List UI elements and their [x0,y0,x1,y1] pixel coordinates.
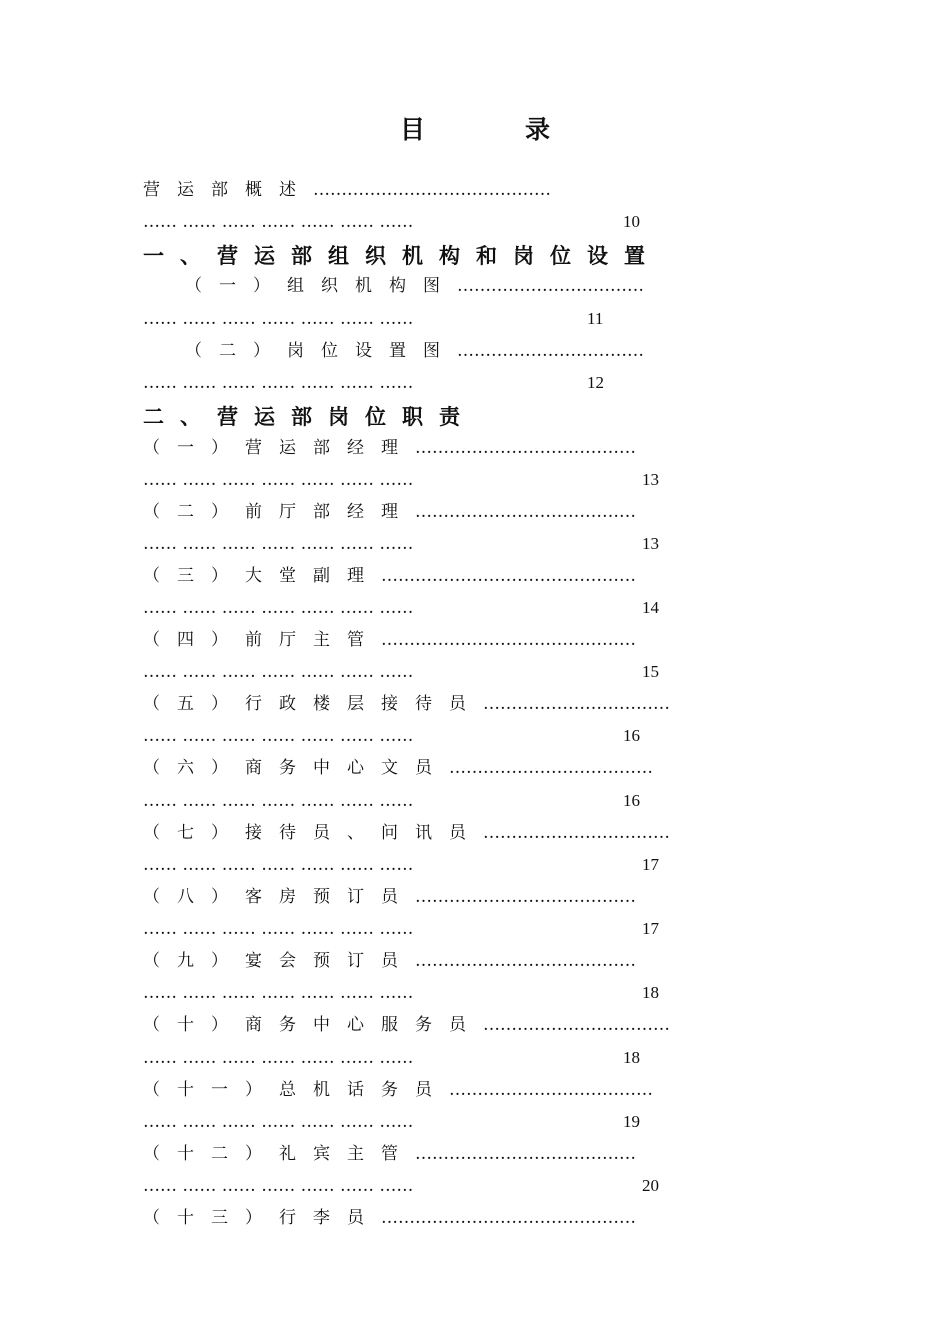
dot-leader: …… …… …… …… …… …… …… [143,726,414,746]
dot-leader: ……………………………… [449,1080,653,1100]
toc-entry-item[interactable] [143,433,803,463]
dot-leader: ………………………………… [415,1144,636,1164]
toc-entry-item[interactable] [143,882,803,912]
toc-entry-continuation [143,593,413,623]
toc-page-number: 16 [623,791,640,810]
dot-leader: …… …… …… …… …… …… …… [143,534,414,554]
dot-leader: …………………………………… [313,180,551,200]
toc-entry-label: （六）商务中心文员 [143,758,449,778]
title-char-1: 目 [399,115,425,144]
dot-leader: …… …… …… …… …… …… …… [143,919,414,939]
dot-leader: …… …… …… …… …… …… …… [143,855,414,875]
dot-leader: ……………………………………… [381,1208,636,1228]
toc-entry-item[interactable] [143,561,803,591]
toc-entry-continuation [143,786,413,816]
dot-leader: …… …… …… …… …… …… …… [143,791,414,811]
dot-leader: …… …… …… …… …… …… …… [143,1048,414,1068]
toc-entry-label: （八）客房预订员 [143,887,415,907]
toc-entry-item[interactable] [143,689,803,719]
toc-page-number: 18 [642,983,659,1002]
toc-entry-overview[interactable] [143,175,803,205]
toc-entry-continuation [143,978,413,1008]
toc-entry-label: （十一）总机话务员 [143,1080,449,1100]
toc-entry-item[interactable] [143,753,803,783]
toc-section-heading-2[interactable]: 二、营运部岗位职责 [143,404,476,429]
toc-page-number: 18 [623,1048,640,1067]
toc-entry-label: （四）前厅主管 [143,630,381,650]
dot-leader: ……………………………… [449,758,653,778]
toc-entry-label: （一）组织机构图 [185,276,457,296]
toc-entry-item[interactable] [143,818,803,848]
toc-entry-continuation [143,914,413,944]
toc-page-number: 11 [587,309,604,328]
toc-entry-label: （十二）礼宾主管 [143,1144,415,1164]
dot-leader: ………………………………… [415,951,636,971]
toc-entry-continuation [143,304,413,334]
toc-entry-continuation [143,529,413,559]
dot-leader: …………………………… [457,276,644,296]
toc-entry-label: （二）岗位设置图 [185,341,457,361]
toc-entry-item[interactable] [143,497,803,527]
toc-entry-continuation [143,657,413,687]
toc-entry-label: （一）营运部经理 [143,438,415,458]
toc-entry-item[interactable] [143,1075,803,1105]
toc-entry-label: （五）行政楼层接待员 [143,694,483,714]
toc-entry-label: （九）宴会预订员 [143,951,415,971]
toc-entry-continuation [143,368,413,398]
toc-page-number: 13 [642,534,659,553]
toc-entry-label: （七）接待员、问讯员 [143,823,483,843]
toc-page-number: 14 [642,598,659,617]
toc-page-number: 12 [587,373,604,392]
dot-leader: ………………………………… [415,502,636,522]
toc-entry-org-chart[interactable] [185,271,805,301]
toc-entry-continuation [143,1043,413,1073]
dot-leader: ………………………………… [415,887,636,907]
toc-entry-label: 营运部概述 [143,180,313,200]
dot-leader: …… …… …… …… …… …… …… [143,212,414,232]
dot-leader: …………………………… [483,1015,670,1035]
toc-page-number: 17 [642,919,659,938]
toc-entry-item[interactable] [143,625,803,655]
toc-page-number: 15 [642,662,659,681]
dot-leader: …… …… …… …… …… …… …… [143,1112,414,1132]
toc-entry-item[interactable] [143,1139,803,1169]
title-char-2: 录 [525,115,551,144]
toc-entry-label: （十三）行李员 [143,1208,381,1228]
toc-entry-continuation [143,207,413,237]
toc-entry-label: （二）前厅部经理 [143,502,415,522]
dot-leader: …… …… …… …… …… …… …… [143,1176,414,1196]
toc-entry-label: （十）商务中心服务员 [143,1015,483,1035]
dot-leader: ……………………………………… [381,566,636,586]
toc-entry-item[interactable] [143,1203,803,1233]
dot-leader: …… …… …… …… …… …… …… [143,662,414,682]
dot-leader: …………………………… [457,341,644,361]
dot-leader: …… …… …… …… …… …… …… [143,470,414,490]
toc-entry-item[interactable] [143,946,803,976]
dot-leader: …… …… …… …… …… …… …… [143,983,414,1003]
toc-page-number: 20 [642,1176,659,1195]
toc-entry-continuation [143,721,413,751]
toc-page-number: 13 [642,470,659,489]
dot-leader: ……………………………………… [381,630,636,650]
toc-entry-label: （三）大堂副理 [143,566,381,586]
toc-entry-continuation [143,850,413,880]
dot-leader: …… …… …… …… …… …… …… [143,598,414,618]
dot-leader: ………………………………… [415,438,636,458]
dot-leader: …… …… …… …… …… …… …… [143,373,414,393]
dot-leader: …………………………… [483,694,670,714]
dot-leader: …… …… …… …… …… …… …… [143,309,414,329]
toc-entry-continuation [143,1171,413,1201]
dot-leader: …………………………… [483,823,670,843]
toc-entry-continuation [143,1107,413,1137]
toc-entry-item[interactable] [143,1010,803,1040]
toc-page-number: 10 [623,212,640,231]
toc-page-number: 19 [623,1112,640,1131]
toc-entry-post-chart[interactable] [185,336,805,366]
toc-section-heading-1[interactable]: 一、营运部组织机构和岗位设置 [143,243,661,268]
toc-page-number: 16 [623,726,640,745]
toc-entry-continuation [143,465,413,495]
toc-page-number: 17 [642,855,659,874]
